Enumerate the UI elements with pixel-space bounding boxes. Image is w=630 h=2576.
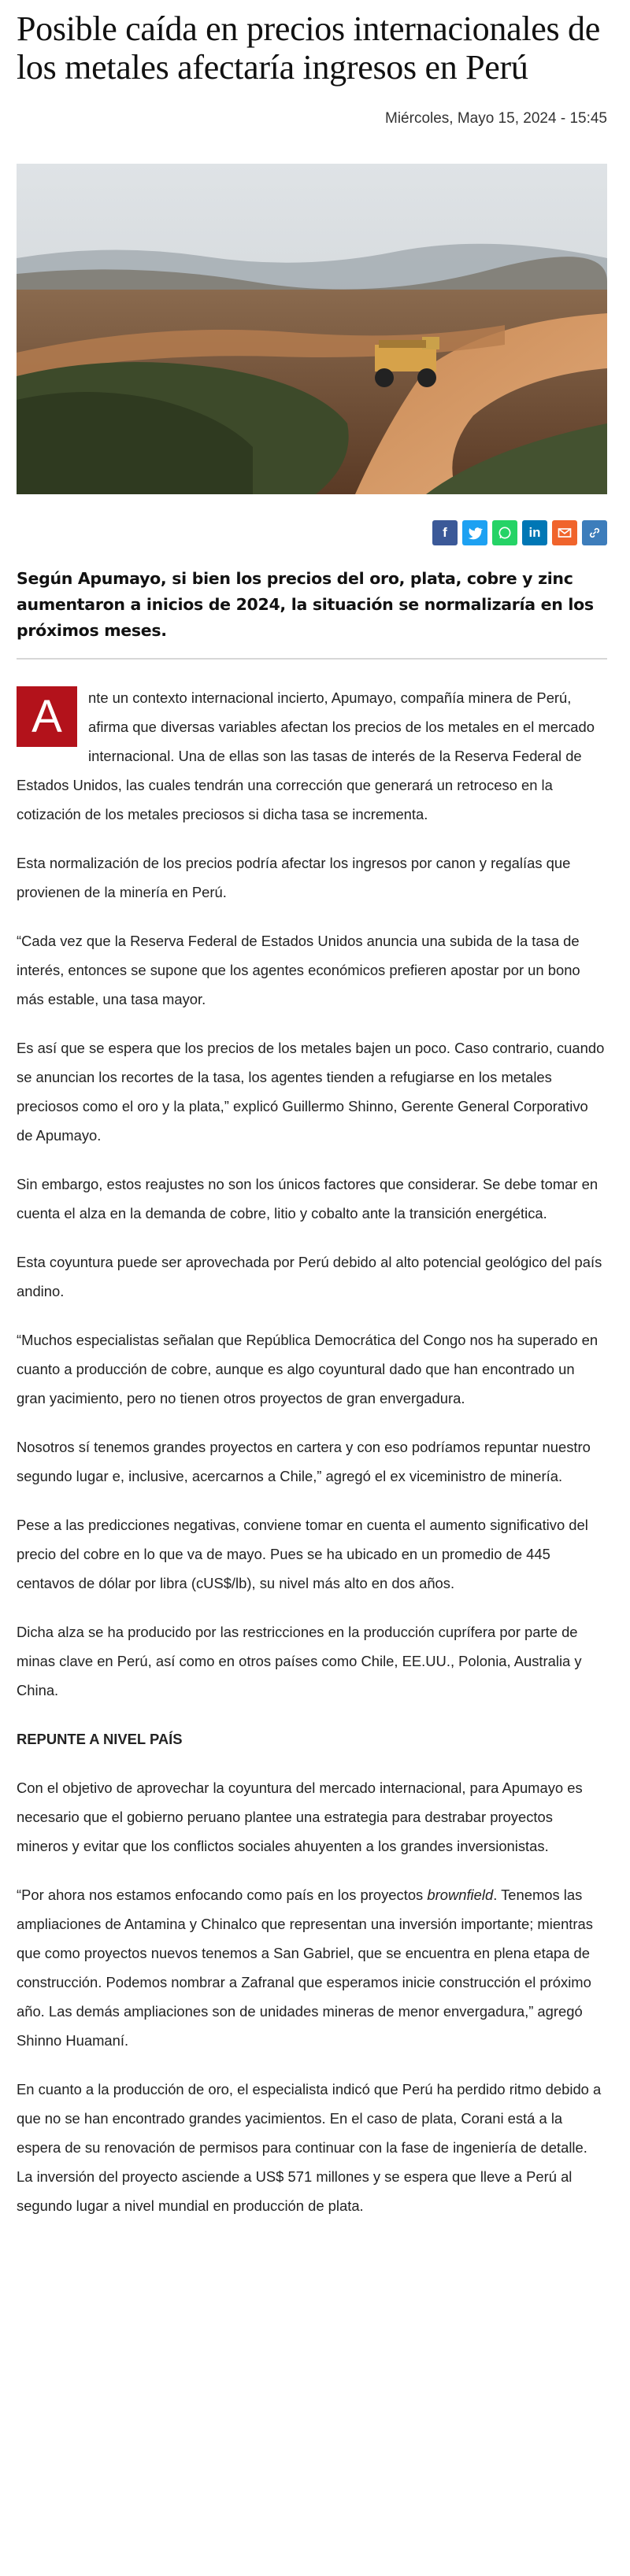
section-subheading: REPUNTE A NIVEL PAÍS (17, 1731, 183, 1747)
link-icon[interactable] (582, 520, 607, 545)
paragraph-text: . Tenemos las ampliaciones de Antamina y Chinalco que representan una inversión importante; mientras que como proyectos nuevos tenemos a San Gabriel, que se encuentra en plena etapa de construcción. Podemos nombrar a Zafranal que esperamos inicie construcción el próximo año. Las demás ampliaciones son de unidades mineras de menor envergadura,” agregó Shinno Huamaní. (17, 1887, 593, 2049)
paragraph: Pese a las predicciones negativas, conviene tomar en cuenta el aumento significativo del precio del cobre en lo que va de mayo. Pues se ha ubicado en un promedio de 445 centavos de dólar por libra (cUS$/lb), su nivel más alto en dos años. (17, 1517, 588, 1591)
article-lead: Según Apumayo, si bien los precios del oro, plata, cobre y zinc aumentaron a inicios de 2024, la situación se normalizaría en los próximos meses. (17, 569, 594, 640)
whatsapp-icon[interactable] (492, 520, 517, 545)
paragraph-text: nte un contexto internacional incierto, Apumayo, compañía minera de Perú, afirma que diversas variables afectan los precios de los metales en el mercado internacional. Una de ellas son las tasas de interés de la Reserva Federal de Estados Unidos, las cuales tendrán una corrección que generará un retroceso en la cotización de los metales preciosos si dicha tasa se incrementa. (17, 689, 595, 822)
article-date: Miércoles, Mayo 15, 2024 - 15:45 (385, 110, 607, 127)
paragraph: Sin embargo, estos reajustes no son los únicos factores que considerar. Se debe tomar en cuenta el alza en la demanda de cobre, litio y cobalto ante la transición energética. (17, 1176, 598, 1221)
emphasis-brownfield: brownfield (427, 1887, 494, 1903)
share-bar (17, 520, 607, 547)
paragraph: Esta normalización de los precios podría afectar los ingresos por canon y regalías que provienen de la minería en Perú. (17, 855, 571, 900)
paragraph-text: “Por ahora nos estamos enfocando como país en los proyectos (17, 1887, 428, 1903)
linkedin-icon[interactable]: in (522, 520, 547, 545)
paragraph: “Cada vez que la Reserva Federal de Estados Unidos anuncia una subida de la tasa de interés, entonces se supone que los agentes económicos prefieren apostar por un bono más estable, una tasa mayor. (17, 933, 580, 1007)
article-title: Posible caída en precios internacionales de los metales afectaría ingresos en Perú (17, 9, 600, 87)
dropcap: A (17, 686, 77, 747)
paragraph: Esta coyuntura puede ser aprovechada por Perú debido al alto potencial geológico del país andino. (17, 1254, 602, 1299)
twitter-icon[interactable] (462, 520, 487, 545)
paragraph: Nosotros sí tenemos grandes proyectos en cartera y con eso podríamos repuntar nuestro segundo lugar e, inclusive, acercarnos a Chile,” agregó el ex viceministro de minería. (17, 1439, 591, 1484)
article-body (17, 683, 607, 2220)
hero-image-mining-truck (17, 164, 607, 494)
paragraph (17, 1880, 607, 2055)
email-icon[interactable] (552, 520, 577, 545)
paragraph: Con el objetivo de aprovechar la coyuntura del mercado internacional, para Apumayo es necesario que el gobierno peruano plantee una estrategia para destrabar proyectos mineros y evitar que los conflictos sociales ahuyenten a los grandes inversionistas. (17, 1780, 583, 1854)
paragraph (17, 683, 607, 829)
facebook-icon[interactable]: f (432, 520, 458, 545)
paragraph: En cuanto a la producción de oro, el especialista indicó que Perú ha perdido ritmo debido a que no se han encontrado grandes yacimientos. En el caso de plata, Corani está a la espera de su renovación de permisos para continuar con la fase de ingeniería de detalle. La inversión del proyecto asciende a US$ 571 millones y se espera que lleve a Perú al segundo lugar a nivel mundial en producción de plata. (17, 2081, 602, 2214)
paragraph: Es así que se espera que los precios de los metales bajen un poco. Caso contrario, cuando se anuncian los recortes de la tasa, los agentes tienden a refugiarse en los metales preciosos como el oro y la plata,” explicó Guillermo Shinno, Gerente General Corporativo de Apumayo. (17, 1040, 605, 1144)
paragraph: Dicha alza se ha producido por las restricciones en la producción cuprífera por parte de minas clave en Perú, así como en otros países como Chile, EE.UU., Polonia, Australia y China. (17, 1624, 582, 1698)
paragraph: “Muchos especialistas señalan que República Democrática del Congo nos ha superado en cuanto a producción de cobre, aunque es algo coyuntural dado que han encontrado un gran yacimiento, pero no tienen otros proyectos de gran envergadura. (17, 1332, 598, 1406)
divider (17, 658, 607, 660)
article (17, 9, 607, 2220)
